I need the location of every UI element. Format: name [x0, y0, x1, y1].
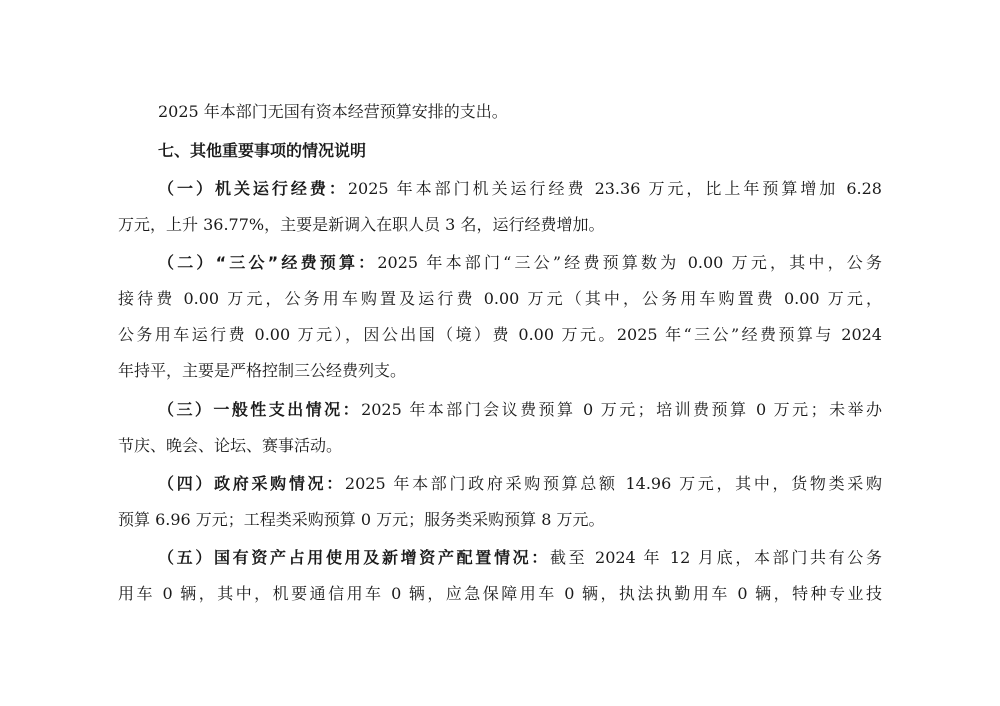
- paragraph-three-public-line1: [158, 253, 882, 273]
- paragraph-procurement-line1: [158, 474, 882, 494]
- paragraph-label: （二）“三公”经费预算：: [158, 253, 378, 272]
- paragraph-label: （五）国有资产占用使用及新增资产配置情况：: [158, 548, 550, 567]
- paragraph-text: 2025 年本部门无国有资本经营预算安排的支出。: [158, 102, 508, 121]
- paragraph-general-expense-line1: [158, 400, 882, 420]
- paragraph-assets-line1: [158, 548, 882, 568]
- paragraph-text: 2025 年本部门机关运行经费 23.36 万元，比上年预算增加 6.28: [347, 179, 882, 198]
- paragraph-three-public-line4: 年持平，主要是严格控制三公经费列支。: [118, 361, 407, 380]
- paragraph-procurement-line2: 预算 6.96 万元；工程类采购预算 0 万元；服务类采购预算 8 万元。: [118, 510, 605, 529]
- paragraph-three-public-line3: 公务用车运行费 0.00 万元），因公出国（境）费 0.00 万元。2025 年“三公”经费预算与 2024: [118, 325, 882, 344]
- paragraph-label: （一）机关运行经费：: [158, 179, 348, 198]
- paragraph-three-public-line2: 接待费 0.00 万元，公务用车购置及运行费 0.00 万元（其中，公务用车购置费 0.00 万元，: [118, 289, 882, 308]
- paragraph-operating-funds-line2: 万元，上升 36.77%，主要是新调入在职人员 3 名，运行经费增加。: [118, 215, 605, 234]
- paragraph-general-expense-line2: 节庆、晚会、论坛、赛事活动。: [118, 436, 343, 455]
- paragraph-text: 2025 年本部门会议费预算 0 万元；培训费预算 0 万元；未举办: [361, 400, 882, 419]
- paragraph-state-capital-budget: [158, 102, 882, 122]
- paragraph-operating-funds-line1: [158, 179, 882, 199]
- paragraph-label: （三）一般性支出情况：: [158, 400, 362, 419]
- section-heading-7: 七、其他重要事项的情况说明: [158, 141, 367, 160]
- paragraph-assets-line2: 用车 0 辆，其中，机要通信用车 0 辆，应急保障用车 0 辆，执法执勤用车 0 辆，特种专业技: [118, 584, 882, 603]
- paragraph-text: 截至 2024 年 12 月底，本部门共有公务: [549, 548, 882, 567]
- paragraph-label: （四）政府采购情况：: [158, 474, 345, 493]
- paragraph-text: 2025 年本部门“三公”经费预算数为 0.00 万元，其中，公务: [377, 253, 882, 272]
- paragraph-text: 2025 年本部门政府采购预算总额 14.96 万元，其中，货物类采购: [344, 474, 882, 493]
